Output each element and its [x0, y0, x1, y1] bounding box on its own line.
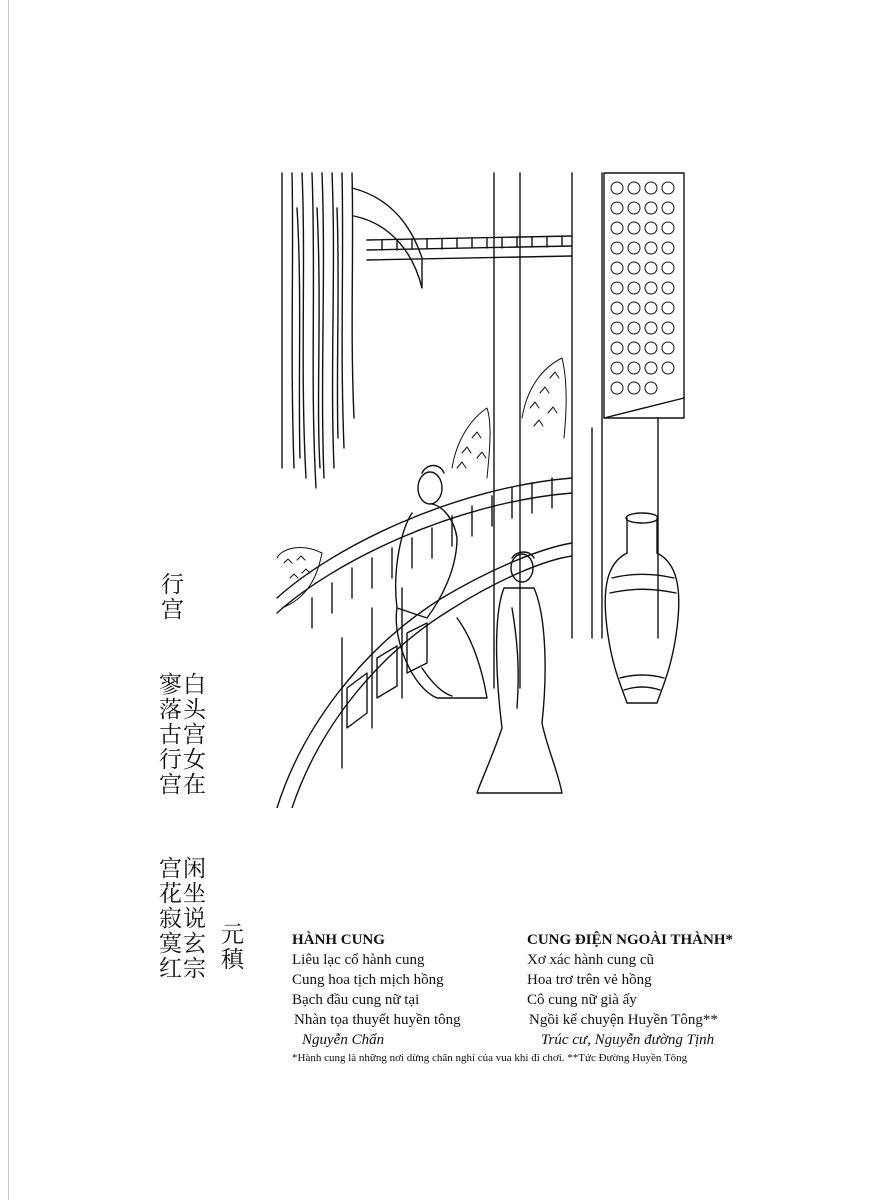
footnote: *Hành cung là những nơi dừng chân nghỉ của vua khi đi chơi. **Tức Đường Huyền Tông — [292, 1052, 688, 1064]
poem-left-line: Cung hoa tịch mịch hồng — [292, 972, 444, 988]
palace-scene-drawing — [272, 168, 692, 808]
poem-left-line: Liêu lạc cổ hành cung — [292, 952, 425, 968]
poem-left-line: Bạch đầu cung nữ tại — [292, 992, 420, 1008]
poem-right-line: Ngồi kể chuyện Huyền Tông** — [529, 1012, 718, 1028]
distant-roof — [367, 236, 572, 260]
chinese-poem-title: 行宫 — [157, 572, 183, 622]
pillars — [494, 173, 602, 688]
curved-balustrade — [277, 478, 572, 808]
chinese-poem-line-2: 白头宫女在 — [179, 672, 205, 797]
poem-left-block — [292, 930, 461, 1050]
chinese-poem-line-3: 宫花寂寞红 — [155, 856, 181, 981]
seated-court-lady — [396, 466, 487, 699]
poem-right-translator: Trúc cư, Nguyễn đường Tịnh — [541, 1032, 715, 1048]
poem-right-title: CUNG ĐIỆN NGOÀI THÀNH* — [527, 932, 733, 948]
shrubs — [277, 358, 566, 608]
curtain-fold — [352, 188, 422, 288]
poem-right-line: Cô cung nữ già ấy — [527, 992, 637, 1008]
poem-left-line: Nhàn tọa thuyết huyền tông — [294, 1012, 461, 1028]
tall-vase — [605, 513, 679, 703]
poem-right-line: Hoa trơ trên vẻ hồng — [527, 972, 652, 988]
poem-left-translator: Nguyễn Chẩn — [302, 1032, 385, 1048]
palace-illustration — [272, 168, 692, 808]
poem-right-block — [527, 930, 733, 1050]
hanging-curtain — [282, 173, 354, 488]
chinese-poem-line-4: 闲坐说玄宗 — [179, 856, 205, 981]
page-edge-line — [8, 0, 9, 1200]
lattice-window — [592, 173, 684, 638]
chinese-poem-author: 元稹 — [217, 922, 243, 972]
poem-right-line: Xơ xác hành cung cũ — [527, 952, 655, 968]
poem-left-title: HÀNH CUNG — [292, 932, 385, 948]
chinese-poem-line-1: 寥落古行宫 — [155, 672, 181, 797]
